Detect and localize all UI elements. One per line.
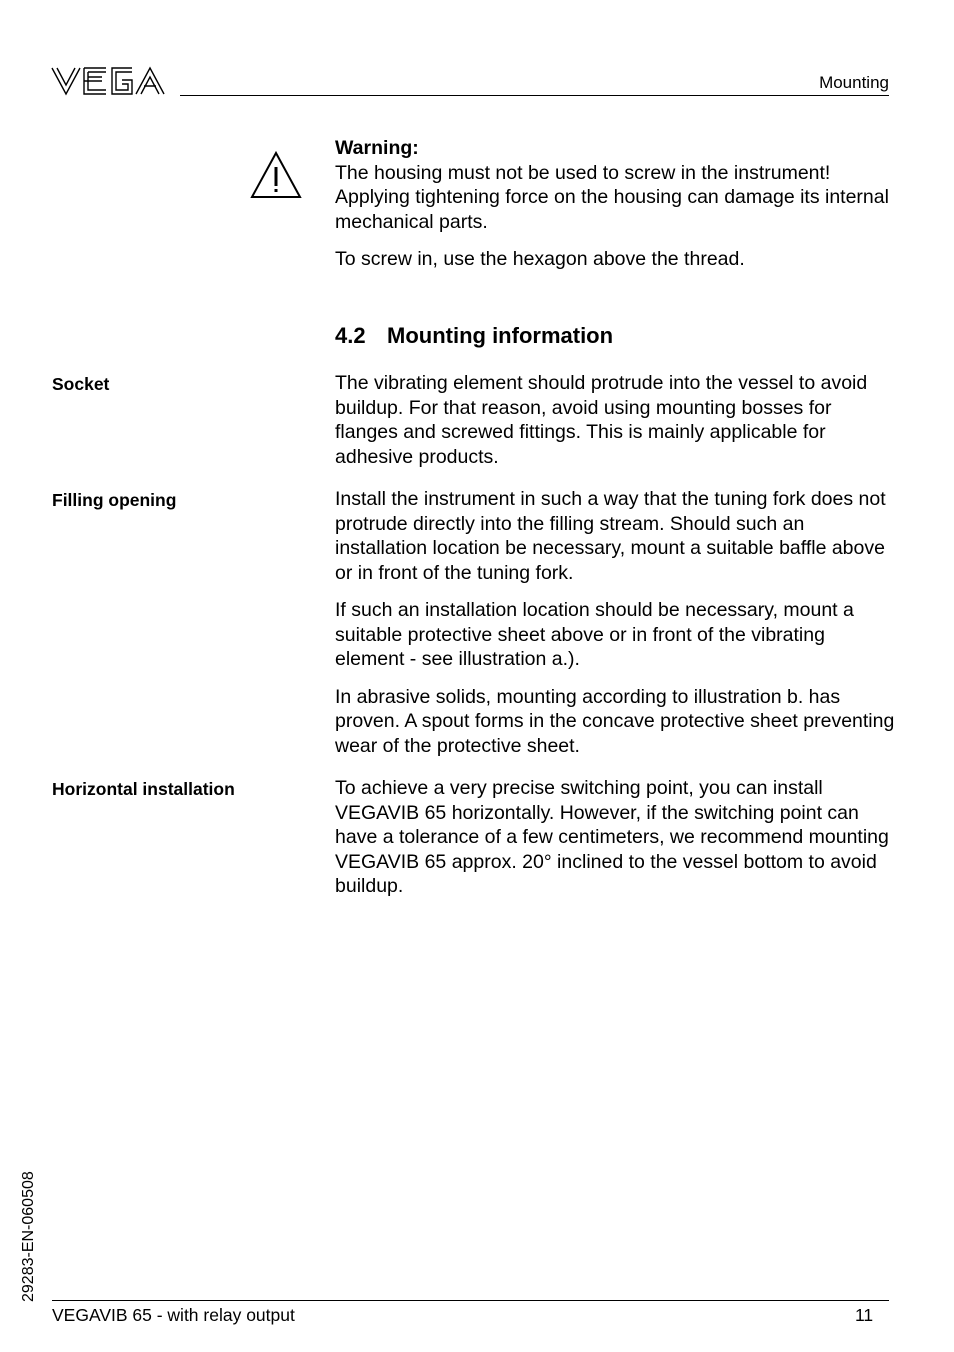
warning-title: Warning: bbox=[335, 137, 419, 159]
filling-opening-text bbox=[335, 487, 895, 758]
footer-title: VEGAVIB 65 - with relay output bbox=[52, 1305, 295, 1325]
warning-body: The housing must not be used to screw in the instrument! Applying tightening force on the housing can damage its internal mechanical parts. bbox=[335, 161, 889, 233]
filling-paragraph-3: In abrasive solids, mounting according to illustration b. has proven. A spout forms in the concave protective sheet preventing wear of the protective sheet. bbox=[335, 685, 895, 757]
section-title: Mounting information bbox=[387, 323, 614, 348]
horizontal-paragraph: To achieve a very precise switching point, you can install VEGAVIB 65 horizontally. However, if the switching point can have a tolerance of a few centimeters, we recommend mounting VEGAVIB 65 approx. 20° inclined to the vessel bottom to avoid buildup. bbox=[335, 777, 889, 897]
filling-paragraph-2: If such an installation location should be necessary, mount a suitable protective sheet above or in front of the vibrating element - see illustration a.). bbox=[335, 599, 854, 670]
warning-note: To screw in, use the hexagon above the thread. bbox=[335, 248, 745, 270]
section-heading bbox=[335, 323, 613, 349]
footer-rule bbox=[52, 1300, 889, 1301]
header-rule bbox=[180, 95, 889, 96]
section-number: 4.2 bbox=[335, 323, 366, 348]
document-id: 29283-EN-060508 bbox=[20, 1171, 37, 1302]
warning-block bbox=[335, 136, 895, 272]
side-label-filling-opening: Filling opening bbox=[52, 490, 177, 510]
vega-logo bbox=[50, 64, 168, 98]
header-section-title: Mounting bbox=[819, 73, 889, 92]
warning-triangle-icon bbox=[249, 150, 303, 200]
filling-paragraph-1: Install the instrument in such a way that the tuning fork does not protrude directly into the filling stream. Should such an installation location be necessary, mount a suitable baffle above or in front of the tuning fork. bbox=[335, 488, 886, 584]
page-number: 11 bbox=[855, 1305, 874, 1325]
side-label-horizontal-installation: Horizontal installation bbox=[52, 779, 235, 799]
socket-paragraph: The vibrating element should protrude into the vessel to avoid buildup. For that reason, avoid using mounting bosses for flanges and screwed fittings. This is mainly applicable for adhesive products. bbox=[335, 372, 868, 468]
horizontal-installation-text bbox=[335, 776, 895, 899]
side-label-socket: Socket bbox=[52, 374, 110, 394]
socket-text bbox=[335, 371, 895, 469]
